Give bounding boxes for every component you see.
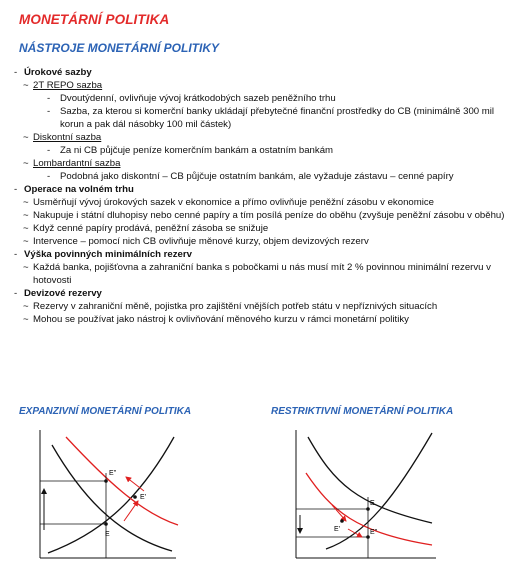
outline-item-level-1: [14, 183, 508, 196]
supply-curve: [48, 437, 174, 553]
point-e: [366, 507, 370, 511]
shift-arrow-2: [348, 529, 362, 537]
outline-text: Dvoutýdenní, ovlivňuje vývoj krátkodobých sazeb peněžního trhu: [60, 93, 336, 104]
bullet-marker: -: [14, 184, 18, 195]
label-e1: E': [334, 526, 341, 533]
label-e2: E'': [109, 470, 117, 477]
label-e: E: [105, 531, 110, 538]
outline-item-level-2: [23, 235, 508, 248]
outline-item-level-2: [23, 131, 508, 144]
bullet-marker: -: [47, 93, 51, 104]
outline-item-level-2: [23, 196, 508, 209]
outline-item-level-2: [23, 157, 508, 170]
point-e2: [104, 479, 108, 483]
point-e: [104, 522, 108, 526]
outline-text: 2T REPO sazba: [33, 80, 103, 91]
section-subtitle: NÁSTROJE MONETÁRNÍ POLITIKY: [19, 41, 220, 55]
demand-curve: [52, 445, 172, 551]
outline-text: Diskontní sazba: [33, 132, 102, 143]
bullet-marker: -: [14, 288, 18, 299]
outline-text: Lombardantní sazba: [33, 158, 121, 169]
outline-text: Mohou se používat jako nástroj k ovlivňování měnového kurzu v rámci monetární politiky: [33, 314, 409, 325]
outline-text: Operace na volném trhu: [24, 184, 134, 195]
outline-item-level-1: [14, 66, 508, 79]
outline-item-level-3: [47, 170, 508, 183]
outline-item-level-2: [23, 79, 508, 92]
outline-item-level-2: [23, 300, 508, 313]
bullet-marker: ~: [23, 80, 29, 91]
point-e1: [340, 519, 344, 523]
outline-text: Úrokové sazby: [24, 67, 92, 78]
bullet-marker: -: [47, 171, 51, 182]
outline-text: Výška povinných minimálních rezerv: [24, 249, 192, 260]
shift-arrow-1: [332, 505, 346, 521]
point-e1: [133, 495, 137, 499]
expansive-diagram: [26, 425, 186, 575]
outline-item-level-3: [47, 105, 508, 131]
bullet-marker: ~: [23, 158, 29, 169]
outline-item-level-1: [14, 287, 508, 300]
bullet-marker: ~: [23, 236, 29, 247]
bullet-marker: ~: [23, 223, 29, 234]
outline-item-level-2: [23, 222, 508, 235]
bullet-marker: -: [14, 249, 18, 260]
bullet-marker: ~: [23, 132, 29, 143]
outline-text: Za ni CB půjčuje peníze komerčním bankám a ostatním bankám: [60, 145, 334, 156]
label-e2: E'': [370, 529, 378, 536]
outline-text: Nakupuje i státní dluhopisy nebo cenné papíry a tím posílá peníze do oběhu (zvyšuje peněžní zásobu v oběhu): [33, 210, 505, 221]
outline-item-level-3: [47, 144, 508, 157]
outline-text: Usměrňují vývoj úrokových sazek v ekonomice a přímo ovlivňuje peněžní zásobu v ekonomice: [33, 197, 434, 208]
outline-item-level-2: [23, 261, 508, 287]
bullet-marker: ~: [23, 210, 29, 221]
bullet-marker: ~: [23, 262, 29, 273]
outline-item-level-2: [23, 209, 508, 222]
outline-item-level-2: [23, 313, 508, 326]
demand-curve: [308, 437, 432, 523]
bullet-marker: -: [14, 67, 18, 78]
outline-text: Devizové rezervy: [24, 288, 102, 299]
label-e1: E': [140, 494, 147, 501]
restrictive-heading: RESTRIKTIVNÍ MONETÁRNÍ POLITIKA: [271, 406, 454, 417]
expansive-heading: EXPANZIVNÍ MONETÁRNÍ POLITIKA: [19, 406, 192, 417]
bullet-marker: ~: [23, 314, 29, 325]
label-e: E: [370, 500, 375, 507]
restrictive-diagram: [286, 425, 446, 575]
bullet-marker: -: [47, 145, 51, 156]
bullet-marker: ~: [23, 301, 29, 312]
shift-arrow-down: [126, 477, 144, 491]
outline-text: Rezervy v zahraniční měně, pojistka pro zajištění vnějších potřeb státu v nepříznivých situacích: [33, 301, 438, 312]
bullet-marker: -: [47, 106, 51, 117]
outline-text: Sazba, za kterou si komerční banky ukládají přebytečné finanční prostředky do CB (minimálně 300 mil korun a pak dál násobky 100 mil částek): [60, 106, 495, 130]
outline-text: Když cenné papíry prodává, peněžní zásoba se snižuje: [33, 223, 269, 234]
outline-item-level-1: [14, 248, 508, 261]
outline-list: [14, 66, 508, 326]
page-title: MONETÁRNÍ POLITIKA: [19, 12, 170, 27]
shift-arrow-up: [124, 501, 138, 521]
outline-text: Podobná jako diskontní – CB půjčuje ostatním bankám, ale vyžaduje zástavu – cenné papíry: [60, 171, 454, 182]
outline-text: Každá banka, pojišťovna a zahraniční banka s pobočkami u nás musí mít 2 % povinnou minimální rezervu v hotovosti: [33, 262, 491, 286]
outline-item-level-3: [47, 92, 508, 105]
bullet-marker: ~: [23, 197, 29, 208]
outline-text: Intervence – pomocí nich CB ovlivňuje měnové kurzy, objem devizových rezerv: [33, 236, 369, 247]
